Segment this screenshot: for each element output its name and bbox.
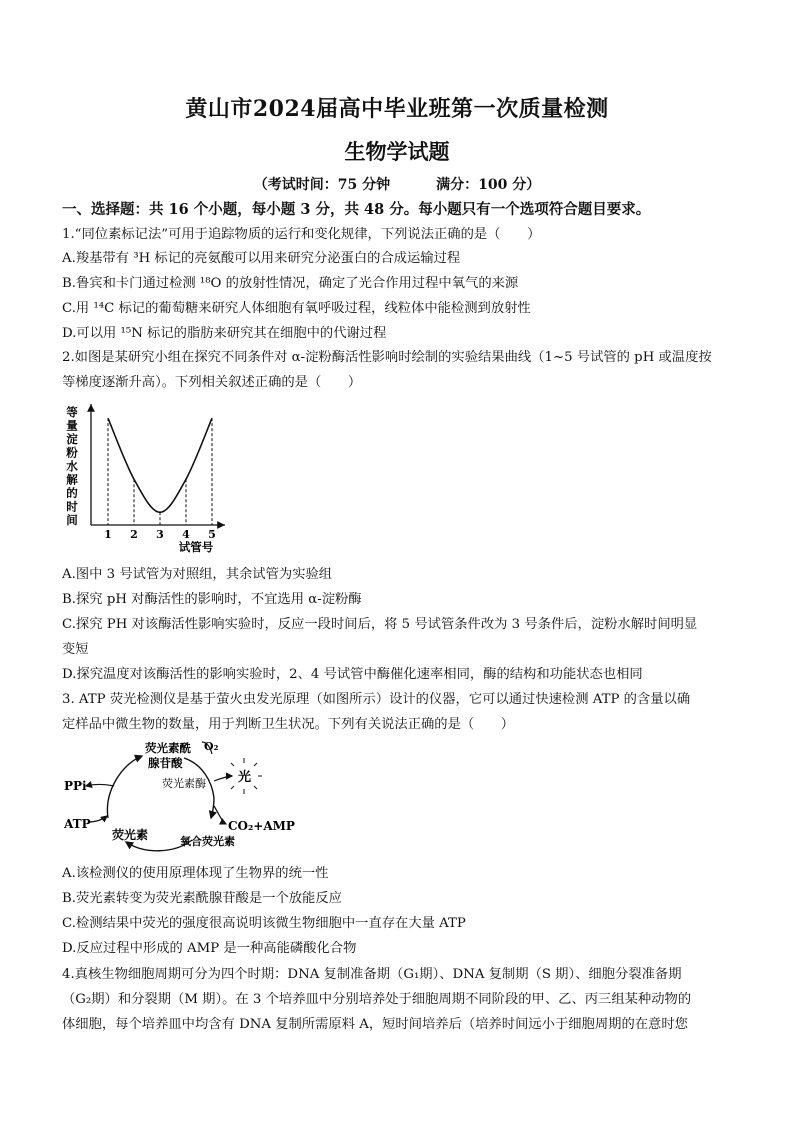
q2-option-c-line1: C.探究 PH 对该酶活性影响实验时，反应一段时间后，将 5 号试管条件改为 3 号条件后，淀粉水解时间明显 bbox=[62, 617, 698, 632]
x-tick-label: 5 bbox=[208, 528, 216, 541]
q3-stem-line1: 3. ATP 荧光检测仪是基于萤火虫发光原理（如图所示）设计的仪器，它可以通过快速检测 ATP 的含量以确 bbox=[62, 692, 691, 707]
luciferase-cycle-diagram bbox=[64, 736, 304, 861]
q2-option-c-line2: 变短 bbox=[62, 642, 89, 657]
q1-option-c: C.用 ¹⁴C 标记的葡萄糖来研究人体细胞有氧呼吸过程，线粒体中能检测到放射性 bbox=[62, 301, 531, 316]
x-tick-label: 4 bbox=[182, 528, 190, 541]
q4-line2: （G₂期）和分裂期（M 期）。在 3 个培养皿中分别培养处于细胞周期不同阶段的甲、乙、丙三组某种动物的 bbox=[62, 992, 692, 1007]
ppi-arrow bbox=[86, 785, 114, 787]
exam-title: 黄山市2024届高中毕业班第一次质量检测 bbox=[185, 96, 609, 122]
q1-option-d: D.可以用 ¹⁵N 标记的脂肪来研究其在细胞中的代谢过程 bbox=[62, 326, 387, 341]
q1-option-a: A.羧基带有 ³H 标记的亮氨酸可以用来研究分泌蛋白的合成运输过程 bbox=[62, 251, 461, 266]
y-axis-label-char: 时 bbox=[66, 499, 78, 514]
q3-stem-line2: 定样品中微生物的数量，用于判断卫生状况。下列有关说法正确的是（ ） bbox=[62, 717, 515, 732]
y-axis-label-char: 淀 bbox=[66, 432, 78, 446]
label-ppi: PPi bbox=[64, 779, 87, 793]
q4-line1: 4.真核生物细胞周期可分为四个时期：DNA 复制准备期（G₁期）、DNA 复制期（S 期）、细胞分裂准备期 bbox=[62, 967, 682, 982]
label-o2: O₂ bbox=[204, 740, 219, 753]
y-axis-label-char: 量 bbox=[66, 418, 78, 433]
label-light: 光 bbox=[238, 770, 252, 785]
section-heading: 一、选择题：共 16 个小题，每小题 3 分，共 48 分。每小题只有一个选项符合题目要求。 bbox=[62, 201, 651, 218]
y-axis-label-char: 间 bbox=[66, 513, 78, 527]
y-axis-label-char: 的 bbox=[66, 486, 78, 500]
cycle-arrow-left bbox=[107, 756, 142, 818]
q4-line3: 体细胞，每个培养皿中均含有 DNA 复制所需原料 A，短时间培养后（培养时间远小于细胞周期的在意时您 bbox=[62, 1017, 688, 1032]
series-line bbox=[108, 418, 212, 512]
full-score: 满分：100 分） bbox=[436, 177, 541, 193]
hydrolysis-time-chart bbox=[60, 398, 230, 558]
q2-stem-line2: 等梯度逐渐升高）。下列相关叙述正确的是（ ） bbox=[62, 375, 362, 390]
y-axis-label-char: 解 bbox=[66, 472, 78, 487]
label-luciferyl-adenylate-2: 腺苷酸 bbox=[148, 756, 183, 770]
q2-stem-line1: 2.如图是某研究小组在探究不同条件对 α-淀粉酶活性影响时绘制的实验结果曲线（1~5 号试管的 pH 或温度按 bbox=[62, 350, 712, 365]
q1-option-b: B.鲁宾和卡门通过检测 ¹⁸O 的放射性情况，确定了光合作用过程中氧气的来源 bbox=[62, 276, 519, 291]
q1-stem: 1.“同位素标记法”可用于追踪物质的运行和变化规律，下列说法正确的是（ ） bbox=[62, 227, 541, 242]
label-luciferin: 荧光素 bbox=[112, 828, 149, 842]
co2-arrow bbox=[214, 806, 226, 824]
label-luciferase: 荧光素酶 bbox=[162, 777, 206, 790]
y-axis-label-char: 水 bbox=[66, 459, 78, 473]
exam-subtitle: 生物学试题 bbox=[344, 139, 450, 164]
q3-option-d: D.反应过程中形成的 AMP 是一种高能磷酸化合物 bbox=[62, 941, 357, 956]
y-axis-label-char: 等 bbox=[66, 405, 78, 419]
cycle-arrow-right-end bbox=[211, 798, 214, 818]
label-oxyluciferin: 氧合荧光素 bbox=[180, 835, 235, 848]
label-luciferyl-adenylate-1: 荧光素酰 bbox=[145, 741, 191, 755]
q3-option-b: B.荧光素转变为荧光素酰腺苷酸是一个放能反应 bbox=[62, 891, 342, 906]
atp-arrow bbox=[88, 816, 107, 822]
q2-option-b: B.探究 pH 对酶活性的影响时，不宜选用 α-淀粉酶 bbox=[62, 592, 362, 607]
light-arrow bbox=[214, 776, 232, 781]
x-tick-label: 3 bbox=[156, 528, 164, 541]
x-tick-label: 2 bbox=[130, 528, 138, 541]
q3-option-a: A.该检测仪的使用原理体现了生物界的统一性 bbox=[62, 866, 329, 881]
y-axis-label-char: 粉 bbox=[66, 445, 78, 460]
label-atp: ATP bbox=[64, 817, 91, 831]
label-co2-amp: CO₂+AMP bbox=[228, 819, 295, 833]
x-axis-label: 试管号 bbox=[178, 540, 214, 554]
q2-option-d: D.探究温度对该酶活性的影响实验时，2、4 号试管中酶催化速率相同，酶的结构和功能状态也相同 bbox=[62, 667, 643, 682]
q2-option-a: A.图中 3 号试管为对照组，其余试管为实验组 bbox=[62, 567, 333, 582]
q3-option-c: C.检测结果中荧光的强度很高说明该微生物细胞中一直存在大量 ATP bbox=[62, 916, 466, 931]
y-axis-label bbox=[65, 405, 78, 527]
exam-info bbox=[0, 174, 794, 194]
exam-time: （考试时间：75 分钟 bbox=[253, 177, 391, 193]
x-tick-label: 1 bbox=[104, 528, 112, 541]
